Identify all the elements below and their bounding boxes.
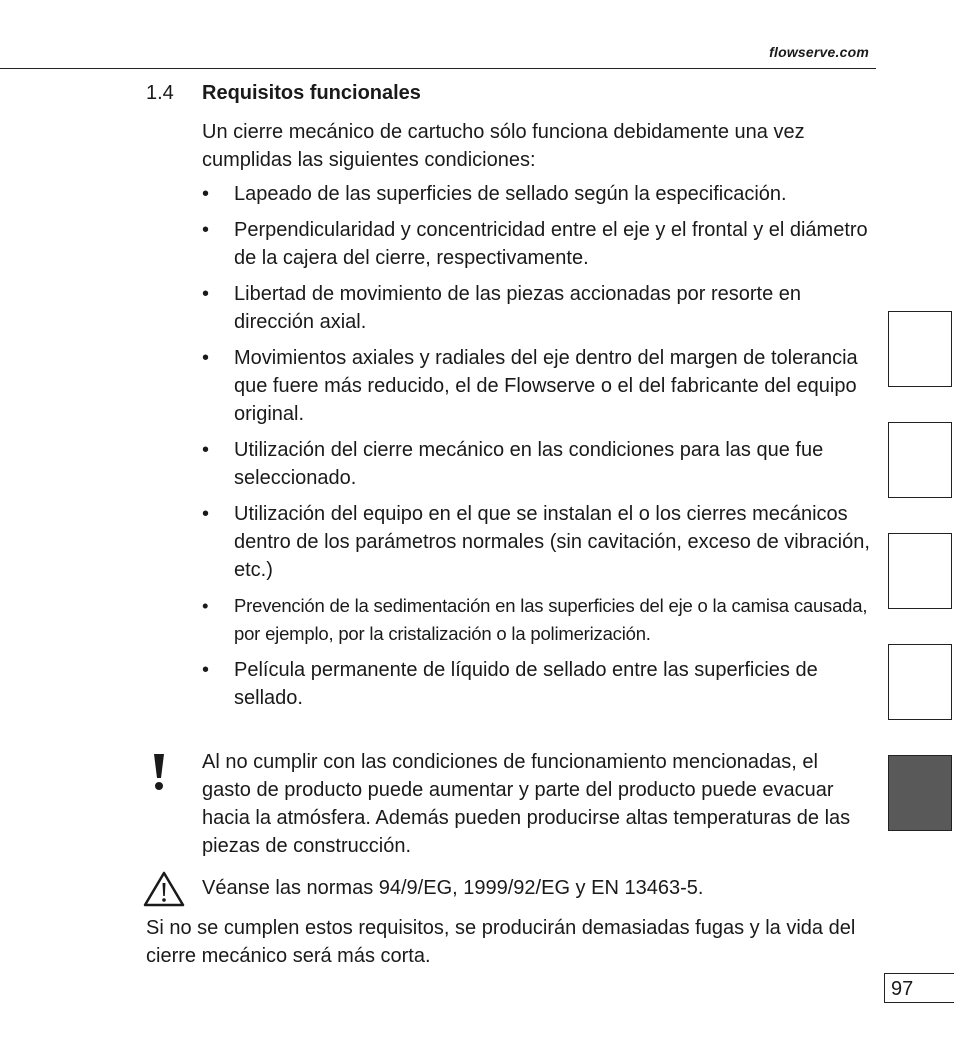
list-item-text: Utilización del equipo en el que se instalan el o los cierres mecánicos dentro de los parámetros normales (sin cavitación, exceso de vibración, etc.) bbox=[234, 503, 870, 581]
bullet-icon: • bbox=[202, 503, 210, 525]
bullet-icon: • bbox=[202, 595, 209, 616]
list-item bbox=[202, 280, 870, 336]
bullet-icon: • bbox=[202, 659, 210, 681]
header-url: flowserve.com bbox=[769, 44, 869, 60]
section-tab-4[interactable] bbox=[888, 644, 952, 720]
list-item bbox=[202, 592, 870, 648]
warning-text: Véanse las normas 94/9/EG, 1999/92/EG y EN 13463-5. bbox=[202, 877, 704, 899]
list-item-text: Utilización del cierre mecánico en las condiciones para las que fue seleccionado. bbox=[234, 439, 824, 489]
section-number: 1.4 bbox=[146, 82, 174, 104]
list-item bbox=[202, 216, 870, 272]
section-tab-3[interactable] bbox=[888, 533, 952, 609]
list-item-text: Movimientos axiales y radiales del eje dentro del margen de tolerancia que fuere más reducido, el de Flowserve o el del fabricante del equipo original. bbox=[234, 347, 858, 425]
list-item-text: Perpendicularidad y concentricidad entre el eje y el frontal y el diámetro de la cajera del cierre, respectivamente. bbox=[234, 219, 868, 269]
requirements-list bbox=[202, 180, 870, 720]
list-item-text: Libertad de movimiento de las piezas accionadas por resorte en dirección axial. bbox=[234, 283, 801, 333]
section-tab-2[interactable] bbox=[888, 422, 952, 498]
section-title: Requisitos funcionales bbox=[202, 82, 421, 104]
list-item bbox=[202, 500, 870, 584]
warning-triangle-icon bbox=[142, 870, 186, 908]
section-tab-5-active[interactable] bbox=[888, 755, 952, 831]
list-item-text: Lapeado de las superficies de sellado según la especificación. bbox=[234, 183, 787, 205]
section-tab-1[interactable] bbox=[888, 311, 952, 387]
bullet-icon: • bbox=[202, 183, 210, 205]
list-item bbox=[202, 656, 870, 712]
bullet-icon: • bbox=[202, 347, 210, 369]
list-item-text: Prevención de la sedimentación en las superficies del eje o la camisa causada, por ejemplo, por la cristalización o la polimerización. bbox=[234, 595, 868, 644]
page-number: 97 bbox=[884, 973, 954, 1003]
list-item-text: Película permanente de líquido de sellado entre las superficies de sellado. bbox=[234, 659, 818, 709]
note-text: Al no cumplir con las condiciones de funcionamiento mencionadas, el gasto de producto puede aumentar y parte del producto puede evacuar hacia la atmósfera. Además pueden producirse altas temperaturas de las piezas de construcción. bbox=[202, 751, 851, 857]
header-rule bbox=[0, 68, 876, 69]
bullet-icon: • bbox=[202, 219, 210, 241]
intro-paragraph: Un cierre mecánico de cartucho sólo funciona debidamente una vez cumplidas las siguientes condiciones: bbox=[202, 121, 805, 171]
bullet-icon: • bbox=[202, 283, 210, 305]
exclamation-icon bbox=[152, 752, 166, 792]
bullet-icon: • bbox=[202, 439, 210, 461]
list-item bbox=[202, 180, 870, 208]
list-item bbox=[202, 344, 870, 428]
closing-paragraph: Si no se cumplen estos requisitos, se producirán demasiadas fugas y la vida del cierre mecánico será más corta. bbox=[146, 917, 856, 967]
list-item bbox=[202, 436, 870, 492]
